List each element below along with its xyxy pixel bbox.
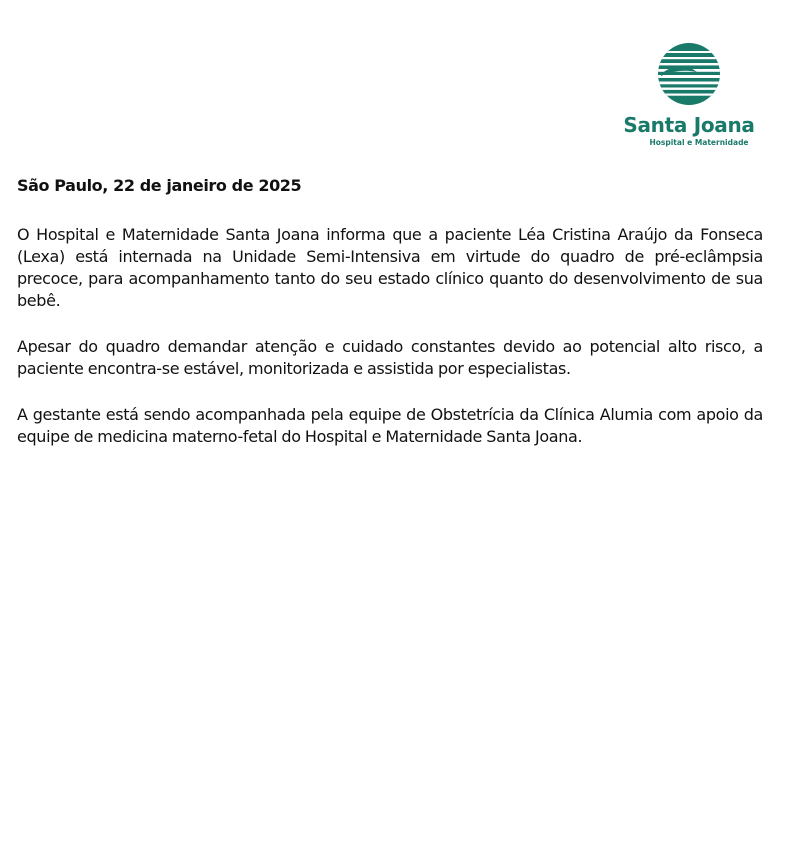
- paragraph: Apesar do quadro demandar atenção e cuidado constantes devido ao potencial alto risco, a paciente encontra-se estável, monitorizada e assistida por especialistas.: [17, 337, 763, 378]
- paragraph: A gestante está sendo acompanhada pela equipe de Obstetrícia da Clínica Alumia com apoio da equipe de medicina materno-fetal do Hospital e Maternidade Santa Joana.: [17, 405, 763, 446]
- letter-body: [17, 224, 763, 472]
- striped-globe-icon: [657, 42, 721, 106]
- logo-name: Santa Joana: [623, 113, 755, 137]
- date-line: São Paulo, 22 de janeiro de 2025: [17, 176, 302, 195]
- paragraph: O Hospital e Maternidade Santa Joana informa que a paciente Léa Cristina Araújo da Fonseca (Lexa) está internada na Unidade Semi-Intensiva em virtude do quadro de pré-eclâmpsia precoce, para acompanhamento tanto do seu estado clínico quanto do desenvolvimento de sua bebê.: [17, 225, 763, 310]
- hospital-logo: [620, 42, 758, 147]
- logo-subtitle: Hospital e Maternidade: [649, 138, 749, 147]
